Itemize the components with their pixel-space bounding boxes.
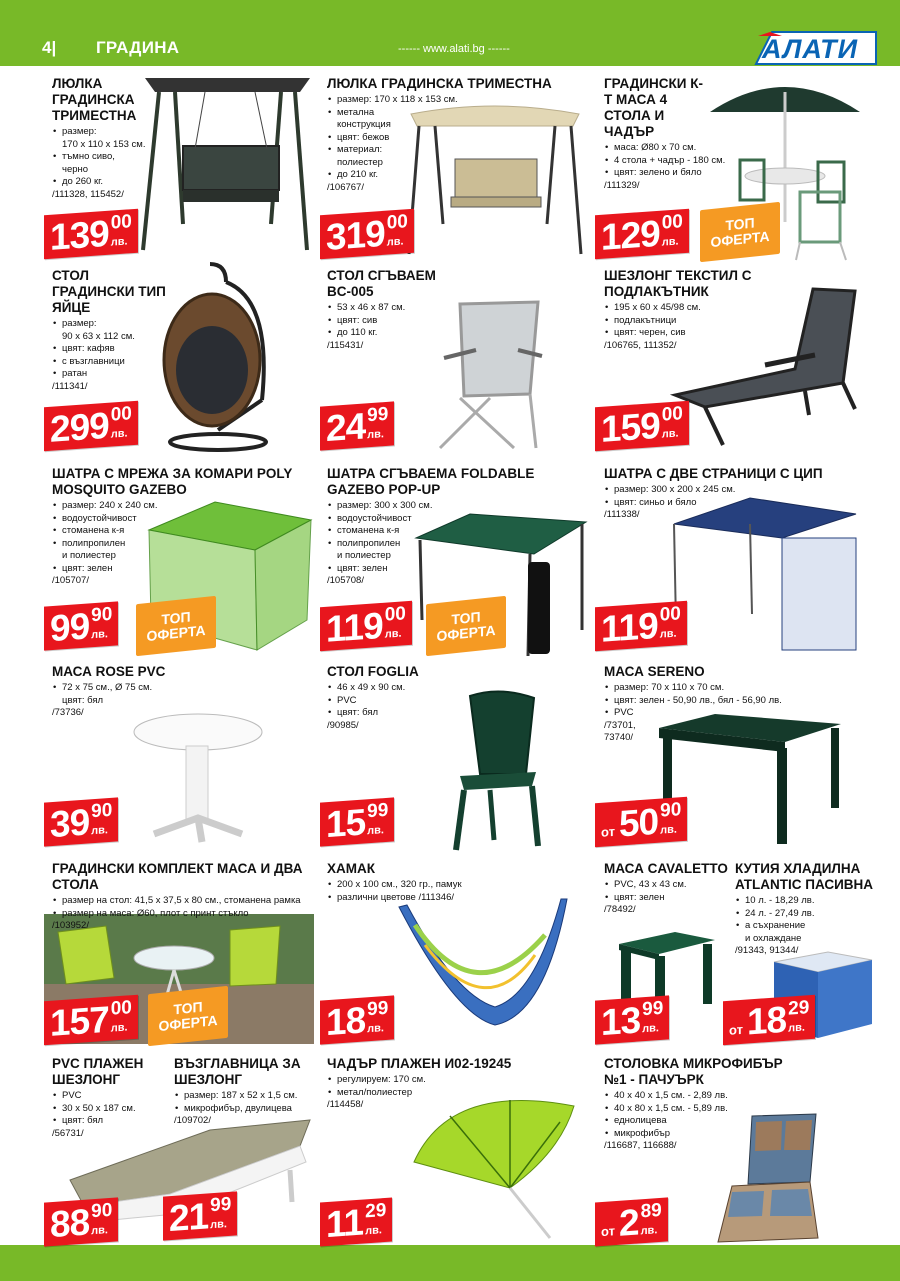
badge-line: ТОП	[725, 214, 755, 234]
product-title: СТОЛ FOGLIA	[327, 664, 419, 679]
spec: • 40 x 40 x 1,5 см. - 2,89 лв.	[604, 1090, 874, 1103]
product-zip-gazebo	[604, 466, 894, 521]
price-tag	[595, 797, 687, 847]
price-decimal: 99	[210, 1193, 232, 1217]
spec: • микрофибър	[604, 1128, 874, 1141]
price-currency: лв.	[659, 627, 677, 641]
product-lounger-cushion	[174, 1056, 314, 1127]
price-tag	[595, 209, 689, 260]
price-tag	[320, 401, 394, 450]
top-offer-badge	[426, 596, 506, 656]
spec: • размер: 170 x 118 x 153 см.	[327, 94, 617, 107]
price-currency: лв.	[367, 1022, 384, 1036]
price-decimal: 99	[642, 997, 664, 1021]
product-code: /73701,	[604, 719, 636, 731]
product-seat-pad	[604, 1056, 874, 1152]
price-integer: 15	[326, 801, 366, 846]
price-decimal: 00	[386, 211, 408, 234]
product-code: 73740/	[604, 731, 634, 743]
spec: • 40 x 80 x 1,5 см. - 5,89 лв.	[604, 1103, 874, 1116]
price-decimal: 00	[110, 997, 132, 1020]
product-cooler-box	[735, 861, 875, 957]
price-decimal: 99	[367, 403, 389, 427]
spec: • 30 x 50 x 187 см.	[52, 1103, 162, 1116]
price-currency: лв.	[110, 427, 128, 441]
product-title: МАСА ROSE PVC	[52, 664, 166, 679]
spec: • водоустойчивост	[52, 513, 342, 526]
product-title: ЛЮЛКА ГРАДИНСКА ТРИМЕСТНА	[52, 76, 137, 123]
spec: • 53 x 46 x 87 см.	[327, 302, 617, 315]
spec: • PVC, 43 x 43 см.	[604, 879, 729, 892]
price-currency: лв.	[642, 1022, 659, 1036]
spec: • ратан	[52, 368, 342, 381]
product-specs	[52, 1090, 162, 1128]
spec: • цвят: зелен - 50,90 лв., бял - 56,90 лв.	[604, 695, 894, 708]
spec: • цвят: сив	[327, 315, 617, 328]
product-specs	[604, 879, 729, 904]
badge-line: ОФЕРТА	[436, 621, 496, 645]
product-code: /91343, 91344/	[735, 945, 799, 956]
product-table-cavaletto	[604, 861, 729, 916]
product-specs	[604, 302, 894, 340]
product-specs	[52, 682, 342, 707]
product-title: ГРАДИНСКИ КОМПЛЕКТ МАСА И ДВА СТОЛА	[52, 861, 303, 892]
spec: цвят: бял	[62, 694, 104, 706]
price-currency: лв.	[210, 1218, 227, 1232]
spec: • до 210 кг.	[327, 169, 617, 182]
product-code: /111329/	[604, 179, 640, 191]
product-code: /111338/	[604, 509, 640, 520]
spec: • маса: Ø80 x 70 см.	[604, 142, 894, 155]
price-decimal: 99	[367, 799, 389, 823]
product-code: /109702/	[174, 1115, 211, 1126]
product-table-rose	[52, 664, 342, 719]
spec: • размер на маса: Ø60, плот с принт стъкло	[52, 908, 322, 921]
price-decimal: 90	[660, 799, 682, 822]
spec: • с възглавници	[52, 356, 342, 369]
spec: черно	[62, 163, 89, 175]
spec: • 46 x 49 x 90 см.	[327, 682, 617, 695]
price-decimal: 00	[110, 211, 132, 234]
product-pvc-lounger	[52, 1056, 162, 1140]
spec: • метал/полиестер	[327, 1087, 597, 1100]
spec: 170 x 110 x 153 см.	[62, 138, 146, 150]
product-specs	[604, 142, 894, 180]
footer-bar	[0, 1245, 900, 1281]
product-specs	[174, 1090, 314, 1115]
price-currency: лв.	[661, 235, 679, 249]
product-specs	[327, 94, 617, 182]
product-title: СТОЛОВКА МИКРОФИБЪР №1 - ПАЧУЪРК	[604, 1056, 783, 1087]
price-tag	[320, 601, 412, 651]
spec: • водоустойчивост	[327, 513, 617, 526]
price-prefix: от	[601, 1223, 615, 1240]
price-tag	[44, 209, 138, 260]
spec: • стоманена к-я	[327, 525, 617, 538]
hammock-image	[395, 895, 575, 1045]
product-specs	[327, 500, 617, 575]
product-code: /78492/	[604, 904, 636, 915]
spec: • различни цветове /111346/	[327, 892, 597, 905]
price-currency: лв.	[91, 824, 108, 838]
price-prefix: от	[601, 823, 615, 840]
price-integer: 88	[50, 1201, 90, 1246]
badge-line: ОФЕРТА	[710, 227, 770, 251]
badge-line: ТОП	[161, 608, 191, 628]
price-tag	[320, 797, 394, 846]
spec: • цвят: кафяв	[52, 343, 342, 356]
spec: • регулируем: 170 см.	[327, 1074, 597, 1087]
product-title: ШЕЗЛОНГ ТЕКСТИЛ С ПОДЛАКЪТНИК	[604, 268, 752, 299]
product-specs	[327, 1074, 597, 1099]
product-title: ШАТРА СГЪВАЕМА FOLDABLE GAZEBO POP-UP	[327, 466, 535, 497]
product-specs	[604, 1090, 874, 1140]
top-offer-badge	[136, 596, 216, 656]
price-decimal: 90	[91, 799, 113, 823]
spec: • метална	[327, 107, 617, 120]
spec: • цвят: синьо и бяло	[604, 497, 894, 510]
price-integer: 119	[326, 604, 383, 650]
price-tag	[163, 1191, 237, 1240]
price-currency: лв.	[660, 823, 677, 837]
price-tag	[595, 601, 687, 651]
price-decimal: 00	[661, 211, 683, 234]
price-integer: 139	[50, 212, 109, 258]
spec: и полиестер	[62, 550, 116, 561]
price-tag	[44, 995, 138, 1046]
price-decimal: 99	[367, 997, 389, 1021]
product-code: /90985/	[327, 719, 359, 731]
price-tag	[44, 797, 118, 846]
top-offer-badge	[700, 202, 780, 262]
spec: • цвят: бял	[52, 1115, 162, 1128]
price-decimal: 89	[640, 1199, 662, 1223]
price-currency: лв.	[640, 1224, 658, 1238]
top-offer-badge	[148, 986, 228, 1046]
spec: и охлаждане	[745, 932, 802, 944]
product-title: ХАМАК	[327, 861, 375, 876]
spec: • материал:	[327, 144, 617, 157]
product-title: ЧАДЪР ПЛАЖЕН И02-19245	[327, 1056, 512, 1071]
price-currency: лв.	[367, 428, 384, 442]
product-code: /114458/	[327, 1099, 364, 1110]
spec: • цвят: зелено и бяло	[604, 167, 894, 180]
spec: • цвят: зелен	[604, 892, 729, 905]
price-integer: 129	[601, 212, 660, 258]
price-tag	[44, 601, 118, 650]
price-decimal: 00	[661, 403, 683, 426]
spec: • 24 л. - 27,49 лв.	[735, 908, 875, 921]
spec: • размер: 240 x 240 см.	[52, 500, 342, 513]
price-integer: 50	[618, 800, 659, 845]
product-beach-umbrella	[327, 1056, 597, 1111]
badge-line: ОФЕРТА	[158, 1011, 218, 1035]
product-code: /106767/	[327, 181, 364, 193]
price-currency: лв.	[91, 1224, 108, 1238]
spec: • 10 л. - 18,29 лв.	[735, 895, 875, 908]
spec: • еднолицева	[604, 1115, 874, 1128]
price-decimal: 00	[659, 603, 681, 626]
product-title: PVC ПЛАЖЕН ШЕЗЛОНГ	[52, 1056, 144, 1087]
product-title: ШАТРА С ДВЕ СТРАНИЦИ С ЦИП	[604, 466, 823, 481]
price-integer: 299	[50, 404, 109, 450]
page-number: 4|	[42, 38, 57, 57]
product-table-sereno	[604, 664, 894, 744]
price-integer: 319	[326, 212, 385, 258]
price-currency: лв.	[110, 1021, 128, 1035]
section-title: ГРАДИНА	[96, 38, 180, 57]
spec: • цвят: зелен	[52, 563, 342, 576]
spec: • цвят: бял	[327, 707, 617, 720]
spec: полиестер	[337, 156, 383, 168]
spec: • размер: 187 x 52 x 1,5 см.	[174, 1090, 314, 1103]
alati-logo[interactable]	[752, 30, 880, 66]
spec: • PVC	[604, 707, 894, 720]
price-tag	[44, 401, 138, 452]
product-specs	[604, 484, 894, 509]
product-specs	[604, 682, 894, 720]
price-decimal: 00	[384, 603, 406, 626]
product-mosquito-gazebo	[52, 466, 342, 587]
product-code: /103952/	[52, 920, 89, 931]
price-integer: 99	[50, 605, 90, 650]
badge-line: ТОП	[451, 608, 481, 628]
spec: • размер:	[52, 126, 342, 139]
price-decimal: 90	[91, 603, 113, 627]
price-tag	[723, 995, 815, 1045]
spec: • цвят: зелен	[327, 563, 617, 576]
product-specs	[52, 895, 322, 920]
product-code: /73736/	[52, 707, 84, 718]
price-currency: лв.	[91, 628, 108, 642]
spec: • полипропилен	[52, 538, 342, 551]
spec: и полиестер	[337, 550, 391, 561]
product-code: /106765, 111352/	[604, 339, 677, 351]
beach-umbrella-image	[410, 1092, 580, 1242]
product-specs	[52, 126, 342, 189]
product-code: /56731/	[52, 1127, 84, 1139]
spec: • а съхранение	[735, 920, 875, 933]
product-title: МАСА SERENO	[604, 664, 705, 679]
spec: • полипропилен	[327, 538, 617, 551]
price-decimal: 00	[110, 403, 132, 426]
product-title: СТОЛ ГРАДИНСКИ ТИП ЯЙЦЕ	[52, 268, 166, 315]
spec: • PVC	[327, 695, 617, 708]
spec: • до 260 кг.	[52, 176, 342, 189]
product-folding-chair	[327, 268, 617, 352]
product-specs	[327, 879, 597, 904]
price-currency: лв.	[365, 1224, 382, 1238]
product-title: ГРАДИНСКИ К-Т МАСА 4 СТОЛА И ЧАДЪР	[604, 76, 703, 139]
badge-line: ОФЕРТА	[146, 621, 206, 645]
price-integer: 157	[50, 998, 109, 1044]
price-tag	[595, 401, 689, 452]
price-tag	[320, 995, 394, 1044]
price-tag	[595, 1197, 668, 1246]
spec: • размер на стол: 41,5 x 37,5 x 80 см., стоманена рамка	[52, 895, 322, 908]
spec: • микрофибър, двулицева	[174, 1103, 314, 1116]
spec: • PVC	[52, 1090, 162, 1103]
price-integer: 13	[601, 999, 641, 1044]
product-code: /111328, 115452/	[52, 188, 124, 200]
price-currency: лв.	[788, 1021, 805, 1035]
spec: • размер: 300 x 300 см.	[327, 500, 617, 513]
spec: • до 110 кг.	[327, 327, 617, 340]
spec: • 200 x 100 см., 320 гр., памук	[327, 879, 597, 892]
spec: • 4 стола + чадър - 180 см.	[604, 155, 894, 168]
spec: • 195 x 60 x 45/98 см.	[604, 302, 894, 315]
price-decimal: 29	[788, 997, 810, 1020]
table-rose-image	[132, 708, 267, 848]
price-integer: 119	[601, 604, 658, 650]
price-currency: лв.	[384, 627, 402, 641]
price-currency: лв.	[386, 235, 404, 249]
price-prefix: от	[729, 1021, 743, 1038]
product-specs	[52, 500, 342, 575]
price-tag	[320, 209, 414, 260]
product-hammock	[327, 861, 597, 904]
product-title: КУТИЯ ХЛАДИЛНА ATLANTIC ПАСИВНА	[735, 861, 874, 892]
product-title: ЛЮЛКА ГРАДИНСКА ТРИМЕСТНА	[327, 76, 552, 91]
price-integer: 11	[326, 1201, 364, 1246]
spec: конструкция	[337, 119, 391, 130]
product-table-two-chairs	[52, 861, 322, 932]
price-decimal: 29	[365, 1199, 387, 1223]
price-tag	[595, 995, 669, 1044]
product-specs	[735, 895, 875, 945]
product-code: /115431/	[327, 339, 364, 351]
spec: • размер: 70 x 110 x 70 см.	[604, 682, 894, 695]
spec: • стоманена к-я	[52, 525, 342, 538]
price-integer: 21	[169, 1195, 209, 1240]
price-currency: лв.	[661, 427, 679, 441]
price-integer: 18	[746, 998, 787, 1043]
spec: • цвят: бежов	[327, 132, 617, 145]
spec: • 72 x 75 см., Ø 75 см.	[52, 682, 342, 695]
price-currency: лв.	[367, 824, 384, 838]
product-specs	[327, 682, 617, 720]
price-integer: 24	[326, 405, 366, 450]
price-tag	[44, 1197, 118, 1246]
product-specs	[52, 318, 342, 381]
price-integer: 2	[618, 1201, 639, 1244]
product-chair-foglia	[327, 664, 617, 732]
spec: • размер: 300 x 200 x 245 см.	[604, 484, 894, 497]
website-url[interactable]: ------ www.alati.bg ------	[398, 43, 510, 55]
spec: 90 x 63 x 112 см.	[62, 330, 135, 342]
spec: • тъмно сиво,	[52, 151, 342, 164]
product-lounger-textile	[604, 268, 894, 352]
spec: • цвят: черен, сив	[604, 327, 894, 340]
product-title: ШАТРА С МРЕЖА ЗА КОМАРИ POLY MOSQUITO GAZEBO	[52, 466, 293, 497]
product-code: /105708/	[327, 575, 364, 586]
product-code: /105707/	[52, 575, 89, 586]
product-title: СТОЛ СГЪВАЕМ BC-005	[327, 268, 436, 299]
product-specs	[327, 302, 617, 340]
logo-text: АЛАТИ	[762, 34, 859, 64]
product-code: /111341/	[52, 380, 88, 392]
product-popup-gazebo	[327, 466, 617, 587]
price-tag	[320, 1197, 392, 1246]
price-integer: 18	[326, 999, 366, 1044]
price-integer: 39	[50, 801, 90, 846]
spec: • подлакътници	[604, 315, 894, 328]
product-title: МАСА CAVALETTO	[604, 861, 728, 876]
badge-line: ТОП	[173, 998, 203, 1018]
price-currency: лв.	[110, 235, 128, 249]
price-decimal: 90	[91, 1199, 113, 1223]
product-swing-beige	[327, 76, 617, 194]
spec: • размер:	[52, 318, 342, 331]
price-integer: 159	[601, 404, 660, 450]
product-code: /116687, 116688/	[604, 1140, 677, 1151]
product-title: ВЪЗГЛАВНИЦА ЗА ШЕЗЛОНГ	[174, 1056, 301, 1087]
